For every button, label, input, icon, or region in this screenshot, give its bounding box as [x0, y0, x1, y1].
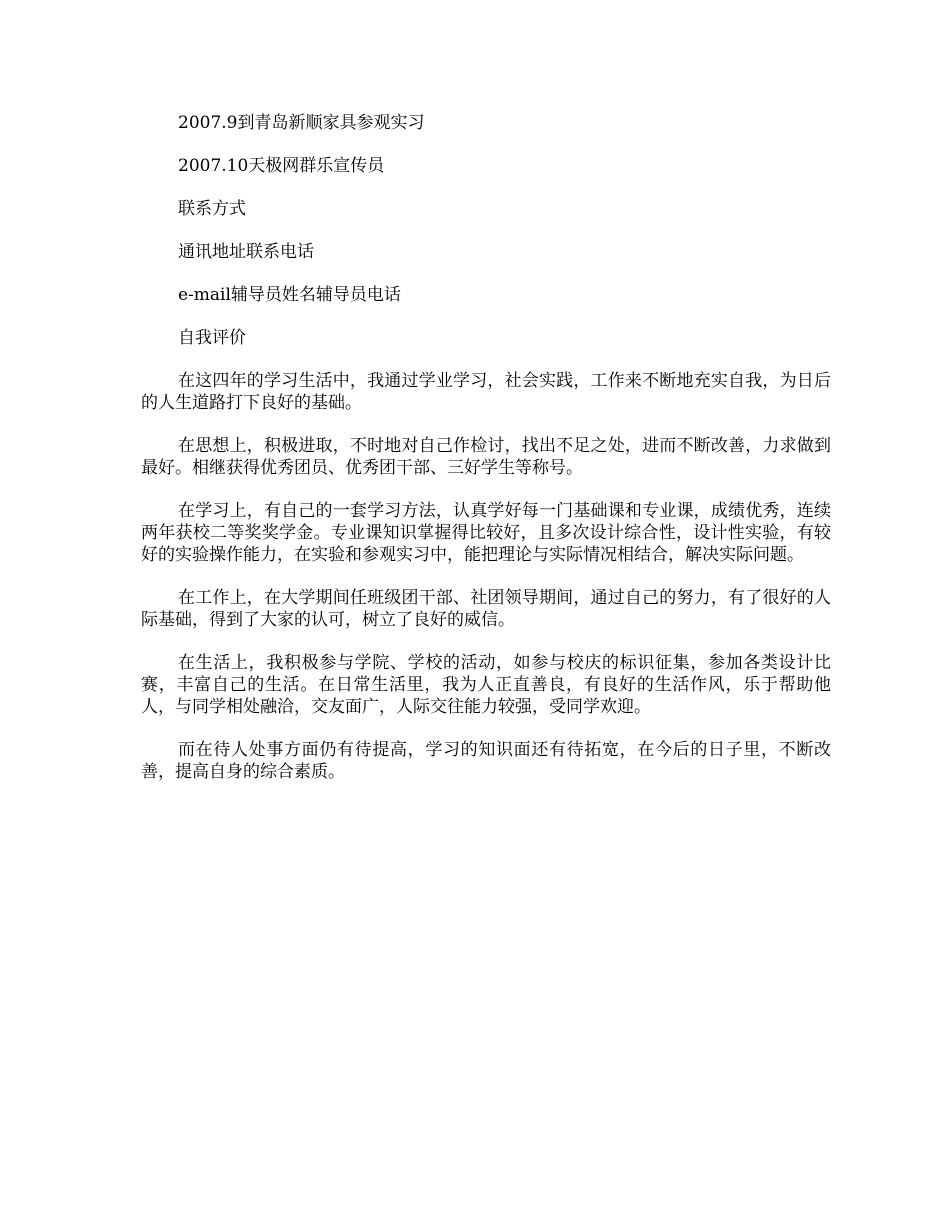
self-evaluation-heading: 自我评价 [178, 328, 246, 348]
contact-email-advisor: e-mail辅导员姓名辅导员电话 [178, 285, 401, 305]
self-evaluation-improvement: 而在待人处事方面仍有待提高，学习的知识面还有待拓宽，在今后的日子里，不断改善，提高自身的综合素质。 [141, 740, 831, 782]
self-evaluation-study: 在学习上，有自己的一套学习方法，认真学好每一门基础课和专业课，成绩优秀，连续两年获校二等奖奖学金。专业课知识掌握得比较好，且多次设计综合性，设计性实验，有较好的实验操作能力，在实验和参观实习中，能把理论与实际情况相结合，解决实际问题。 [141, 501, 831, 565]
self-evaluation-intro: 在这四年的学习生活中，我通过学业学习，社会实践，工作来不断地充实自我，为日后的人生道路打下良好的基础。 [141, 371, 831, 413]
contact-heading: 联系方式 [178, 199, 246, 219]
document-body [141, 112, 831, 804]
self-evaluation-thought: 在思想上，积极进取，不时地对自己作检讨，找出不足之处，进而不断改善，力求做到最好。相继获得优秀团员、优秀团干部、三好学生等称号。 [141, 436, 831, 478]
internship-entry: 2007.9到青岛新顺家具参观实习 [178, 113, 425, 133]
self-evaluation-work: 在工作上，在大学期间任班级团干部、社团领导期间，通过自己的努力，有了很好的人际基础，得到了大家的认可，树立了良好的威信。 [141, 588, 831, 630]
self-evaluation-life: 在生活上，我积极参与学院、学校的活动，如参与校庆的标识征集，参加各类设计比赛，丰富自己的生活。在日常生活里，我为人正直善良，有良好的生活作风，乐于帮助他人，与同学相处融洽，交友面广，人际交往能力较强，受同学欢迎。 [141, 653, 831, 717]
work-entry: 2007.10天极网群乐宣传员 [178, 156, 385, 176]
contact-address-phone: 通讯地址联系电话 [178, 242, 314, 262]
